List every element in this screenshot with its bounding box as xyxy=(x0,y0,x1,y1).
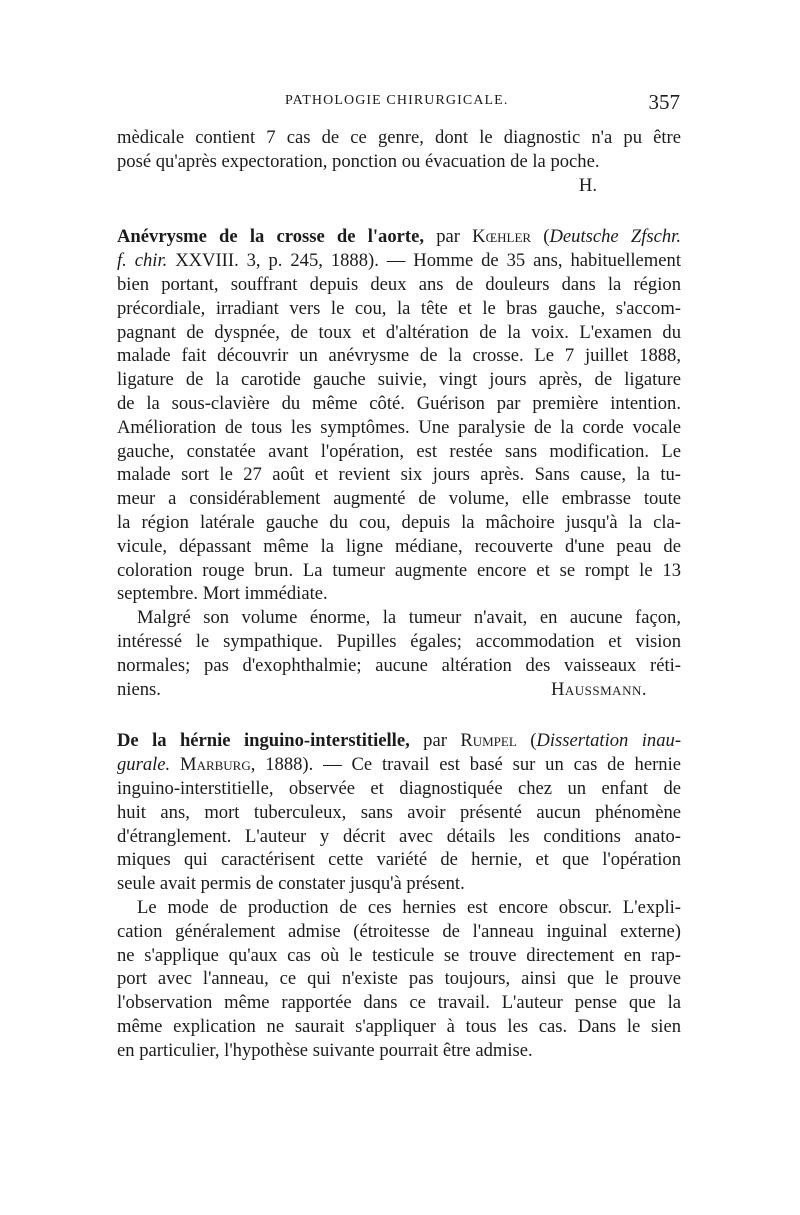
text-line: Le mode de production de ces hernies est encore obscur. L'expli- xyxy=(137,896,681,918)
text-line: ligature de la carotide gauche suivie, vingt jours après, de ligature xyxy=(117,369,681,391)
text-line: mèdicale contient 7 cas de ce genre, dont le diagnostic n'a pu être xyxy=(117,127,681,148)
text-line: port avec l'anneau, ce qui n'existe pas toujours, ainsi que le prouve xyxy=(117,968,681,990)
text-line: gauche, constatée avant l'opération, est restée sans modification. Le xyxy=(117,440,681,462)
text-line: intéressé le sympathique. Pupilles égales; accommodation et vision xyxy=(117,630,681,652)
journal-name: Dissertation inau- xyxy=(536,730,681,752)
text-line: de la sous-clavière du même côté. Guérison par première intention. xyxy=(117,392,681,414)
text-line: cation généralement admise (étroitesse de l'anneau inguinal externe) xyxy=(117,920,681,942)
text-line: huit ans, mort tuberculeux, sans avoir présenté aucun phénomène xyxy=(117,801,681,823)
article-title: De la hérnie inguino-interstitielle, xyxy=(117,730,410,752)
text-line: même explication ne saurait s'appliquer à tous les cas. Dans le sien xyxy=(117,1015,681,1037)
text-line: gurale. Marburg, 1888). — Ce travail est basé sur un cas de hernie xyxy=(117,754,681,776)
page-header xyxy=(120,90,680,119)
article-author: Kœhler xyxy=(472,226,532,248)
signature: H. xyxy=(578,174,597,196)
text-line: meur a considérablement augmenté de volume, elle embrasse toute xyxy=(117,488,681,510)
journal-name-cont: gurale. xyxy=(117,754,171,776)
text-line: d'étranglement. L'auteur y décrit avec détails les conditions anato- xyxy=(117,825,681,847)
text-line: niens. Haussmann. xyxy=(117,678,681,702)
text-line: posé qu'après expectoration, ponction ou évacuation de la poche. xyxy=(117,150,600,172)
page-number: 357 xyxy=(648,90,680,114)
page-body xyxy=(117,126,681,1062)
article-author: Rumpel xyxy=(460,730,517,752)
text-line: l'observation même rapportée dans ce travail. L'auteur pense que la xyxy=(117,992,681,1014)
text-line: Malgré son volume énorme, la tumeur n'avait, en aucune façon, xyxy=(137,607,681,629)
journal-name-cont: f. chir. xyxy=(117,250,168,272)
text-line: inguino-interstitielle, observée et diagnostiquée chez un enfant de xyxy=(117,777,681,799)
text-line: septembre. Mort immédiate. xyxy=(117,583,328,605)
text-line: en particulier, l'hypothèse suivante pourrait être admise. xyxy=(117,1039,533,1061)
text-line: coloration rouge brun. La tumeur augmente encore et se rompt le 13 xyxy=(117,559,681,581)
text-line: Amélioration de tous les symptômes. Une paralysie de la corde vocale xyxy=(117,416,681,438)
text-line: ne s'applique qu'aux cas où le testicule se trouve directement en rap- xyxy=(117,944,681,966)
article-heading: De la hérnie inguino-interstitielle, par Rumpel (Dissertation inau- xyxy=(117,730,681,752)
article-title: Anévrysme de la crosse de l'aorte, xyxy=(117,226,424,248)
text-line: normales; pas d'exophthalmie; aucune altération des vaisseaux réti- xyxy=(117,654,681,676)
article-heading: Anévrysme de la crosse de l'aorte, par Kœhler (Deutsche Zfschr. xyxy=(117,226,681,248)
text-line: précordiale, irradiant vers le cou, la tête et le bras gauche, s'accom- xyxy=(117,297,681,319)
text-line: malade sort le 27 août et revient six jours après. Sans cause, la tu- xyxy=(117,464,681,486)
text-line: vicule, dépassant même la ligne médiane, recouverte d'une peau de xyxy=(117,535,681,557)
text-line: malade fait découvrir un anévrysme de la crosse. Le 7 juillet 1888, xyxy=(117,345,681,367)
text-line: bien portant, souffrant depuis deux ans de douleurs dans la région xyxy=(117,273,681,295)
text-line: seule avait permis de constater jusqu'à présent. xyxy=(117,873,465,895)
publisher: Marburg xyxy=(180,754,251,776)
running-head: PATHOLOGIE CHIRURGICALE. xyxy=(285,93,509,108)
text-line: pagnant de dyspnée, de toux et d'altération de la voix. L'examen du xyxy=(117,321,681,343)
text-line: f. chir. XXVIII. 3, p. 245, 1888). — Homme de 35 ans, habituellement xyxy=(117,250,681,272)
journal-name: Deutsche Zfschr. xyxy=(549,226,681,248)
text-line: la région latérale gauche du cou, depuis la mâchoire jusqu'à la cla- xyxy=(117,511,681,533)
text-line: miques qui caractérisent cette variété de hernie, et que l'opération xyxy=(117,849,681,871)
signature: Haussmann. xyxy=(550,678,647,700)
